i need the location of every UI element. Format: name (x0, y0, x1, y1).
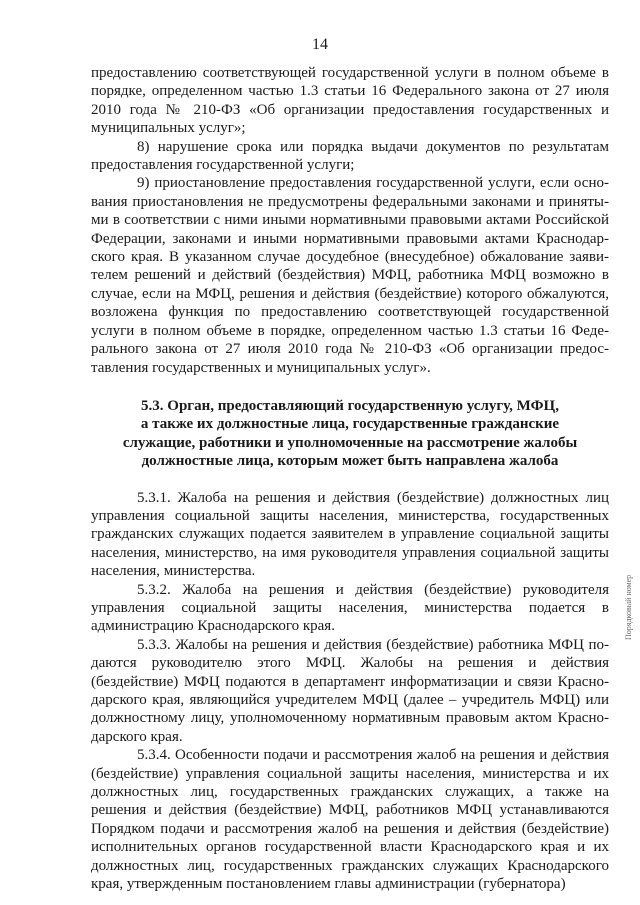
section-heading-line: должностные лица, которым может быть направлена жалоба (141, 453, 559, 470)
paragraph-5-3-3: 5.3.3. Жалобы на решения и действия (бездействие) работника МФЦ подаются руководителю этого МФЦ. Жалобы на решения и действия (бездействие) МФЦ подаются в департамент информатизации и связи Краснодарского края, являющийся учредителем МФЦ (далее – учредитель МФЦ) или должностному лицу, уполномоченному нормативным правовым актом Краснодарского края. (91, 636, 609, 745)
paragraph-5-3-4: 5.3.4. Особенности подачи и рассмотрения жалоб на решения и действия (бездействие) управления социальной защиты населения, министерства и их должностных лиц, государственных гражданских служащих, а также на решения и действия (бездействие) МФЦ, работников МФЦ устанавливаются Порядком подачи и рассмотрения жалоб на решения и действия (бездействие) исполнительных органов государственной власти Краснодарского края и их должностных лиц, государственных гражданских служащих Краснодарского края, утвержденным постановлением главы администрации (губернатора) (91, 747, 609, 893)
paragraph-5-3-1: 5.3.1. Жалоба на решения и действия (бездействие) должностных лиц управления социальной защиты населения, министерства, государственных гражданских служащих подается заявителем в управление социальной защиты населения, министерство, на имя руководителя управления социальной защиты населения, министерства. (91, 489, 609, 580)
paragraph-item-8: 8) нарушение срока или порядка выдачи документов по результатам предоставления государственной услуги; (91, 138, 609, 174)
section-heading (91, 397, 609, 471)
document-body (91, 64, 609, 893)
page-number: 14 (312, 36, 328, 53)
paragraph-5-3-2: 5.3.2. Жалоба на решения и действия (бездействие) руководителя управления социальной защиты населения, министерства подается в администрацию Краснодарского края. (91, 581, 609, 635)
section-heading-line: 5.3. Орган, предоставляющий государственную услугу, МФЦ, (141, 397, 559, 414)
paragraph-item-9: 9) приостановление предоставления государственной услуги, если основания приостановления не предусмотрены федеральными законами и принятыми в соответствии с ними иными нормативными правовыми актами Российской Федерации, законами и иными нормативными правовыми актами Краснодарского края. В указанном случае досудебное (внесудебное) обжалование заявителем решений и действий (бездействия) МФЦ, работника МФЦ возможно в случае, если на МФЦ, решения и действия (бездействие) которого обжалуются, возложена функция по предоставлению соответствующей государственной услуги в полном объеме в порядке, определенном частью 1.3 статьи 16 Федерального закона от 27 июля 2010 года № 210-ФЗ «Об организации предоставления государственных и муниципальных услуг». (91, 175, 609, 376)
section-heading-line: служащие, работники и уполномоченные на рассмотрение жалобы (122, 434, 578, 451)
section-heading-line: а также их должностные лица, государственные гражданские (140, 416, 560, 433)
paragraph-continuation: предоставлению соответствующей государственной услуги в полном объеме в порядке, определенном частью 1.3 статьи 16 Федерального закона от 27 июля 2010 года № 210-ФЗ «Об организации предоставления государственных и муниципальных услуг»; (91, 65, 609, 137)
margin-note: Порядковый номер (624, 574, 633, 640)
